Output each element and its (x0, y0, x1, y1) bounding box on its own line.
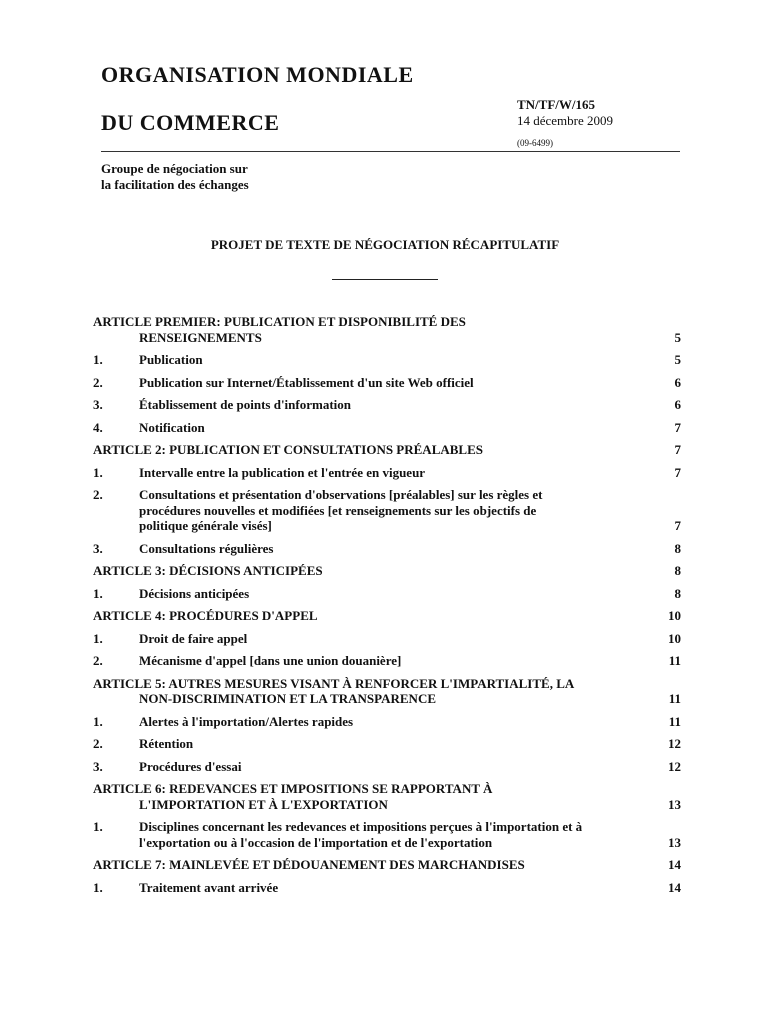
toc-entry (93, 397, 681, 413)
toc-page-number: 5 (674, 329, 681, 345)
toc-page-number: 12 (668, 758, 681, 774)
toc-entry-title (93, 487, 681, 534)
toc-entry-title-line: ARTICLE 3: DÉCISIONS ANTICIPÉES (93, 563, 323, 578)
toc-entry-title (93, 541, 681, 557)
org-line1-text: ORGANISATION MONDIALE (101, 62, 414, 87)
toc-entry-title-line: Publication sur Internet/Établissement d'un site Web officiel (139, 374, 474, 390)
toc-entry (93, 880, 681, 896)
toc-entry-title-line: procédures nouvelles et modifiées [et renseignements sur les objectifs de (139, 502, 537, 518)
toc-entry-number: 4. (93, 419, 103, 435)
toc-entry-title-line: L'IMPORTATION ET À L'EXPORTATION (139, 796, 388, 812)
toc-page-number: 13 (668, 796, 681, 812)
toc-entry-number: 3. (93, 397, 103, 412)
toc-page-number: 7 (674, 518, 681, 533)
document-title: PROJET DE TEXTE DE NÉGOCIATION RÉCAPITULATIF (210, 237, 560, 252)
toc-entry-title-line: ARTICLE 7: MAINLEVÉE ET DÉDOUANEMENT DES MARCHANDISES (93, 857, 525, 872)
toc-page-number: 10 (668, 608, 681, 623)
toc-entry (93, 541, 681, 557)
toc-entry (93, 465, 681, 481)
toc-entry-title (93, 397, 681, 413)
toc-article-heading (93, 563, 681, 579)
toc-entry-title-line: Procédures d'essai (139, 758, 242, 774)
toc-page-number: 14 (668, 879, 681, 895)
toc-article-heading (93, 608, 681, 624)
document-date: 14 décembre 2009 (517, 113, 614, 128)
toc-entry-title (93, 819, 681, 850)
toc-article-heading (93, 442, 681, 458)
toc-entry-title-line: NON-DISCRIMINATION ET LA TRANSPARENCE (139, 691, 437, 706)
toc-entry-title-line: Alertes à l'importation/Alertes rapides (139, 713, 354, 729)
toc-entry (93, 714, 681, 730)
toc-entry-number: 1. (93, 630, 103, 646)
toc-entry-title-line: Disciplines concernant les redevances et impositions perçues à l'importation et à (139, 819, 583, 834)
toc-entry-title (93, 352, 681, 368)
toc-entry-title (93, 759, 681, 775)
toc-entry-title-line: ARTICLE 5: AUTRES MESURES VISANT À RENFORCER L'IMPARTIALITÉ, LA (93, 675, 575, 691)
toc-entry (93, 375, 681, 391)
toc-entry-number: 3. (93, 540, 103, 556)
toc-article-heading (93, 781, 681, 812)
toc-entry-number: 1. (93, 879, 103, 895)
toc-page-number: 11 (668, 691, 681, 706)
toc-entry-title (93, 676, 681, 707)
job-number: (09-6499) (517, 138, 553, 148)
toc-entry-title (93, 608, 681, 624)
org-line2-text: DU COMMERCE (101, 110, 280, 135)
toc-page-number: 7 (674, 419, 681, 435)
toc-entry-title (93, 781, 681, 812)
toc-page-number: 6 (674, 374, 681, 390)
toc-entry-number: 1. (93, 819, 103, 834)
toc-page-number: 7 (674, 442, 681, 457)
toc-entry-number: 1. (93, 585, 103, 601)
toc-entry-title-line: ARTICLE 2: PUBLICATION ET CONSULTATIONS PRÉALABLES (93, 442, 483, 457)
toc-entry-title (93, 880, 681, 896)
toc-article-heading (93, 676, 681, 707)
toc-entry (93, 487, 681, 534)
toc-entry-title (93, 653, 681, 669)
toc-entry-title-line: politique générale visés] (139, 518, 272, 533)
toc-page-number: 12 (668, 736, 681, 751)
toc-entry-title-line: Consultations et présentation d'observations [préalables] sur les règles et (139, 487, 543, 502)
toc-entry-title (93, 314, 681, 345)
toc-entry-number: 1. (93, 464, 103, 480)
toc-entry-title-line: Établissement de points d'information (139, 397, 351, 412)
toc-page-number: 11 (668, 713, 681, 729)
toc-article-heading (93, 314, 681, 345)
title-underline (332, 279, 438, 280)
toc-entry (93, 653, 681, 669)
organization-name-line1 (101, 62, 414, 88)
toc-entry-number: 1. (93, 713, 103, 729)
toc-page-number: 14 (668, 857, 681, 872)
toc-entry-title-line: ARTICLE PREMIER: PUBLICATION ET DISPONIBILITÉ DES (93, 314, 466, 329)
table-of-contents (93, 314, 681, 895)
toc-entry-title (93, 714, 681, 730)
toc-entry-number: 2. (93, 374, 103, 390)
toc-entry-title (93, 465, 681, 481)
group-line1: Groupe de négociation sur (101, 161, 248, 176)
toc-entry-title (93, 857, 681, 873)
toc-entry-number: 2. (93, 653, 103, 668)
toc-entry-title-line: ARTICLE 6: REDEVANCES ET IMPOSITIONS SE RAPPORTANT À (93, 781, 493, 796)
group-line2: la facilitation des échanges (101, 177, 249, 192)
toc-entry-title-line: Publication (139, 352, 203, 367)
toc-page-number: 11 (668, 653, 681, 668)
toc-entry-title-line: Intervalle entre la publication et l'entrée en vigueur (139, 464, 426, 480)
toc-entry-title (93, 442, 681, 458)
organization-name-line2 (101, 110, 279, 136)
header-divider (101, 151, 680, 152)
toc-page-number: 7 (674, 464, 681, 480)
toc-entry (93, 352, 681, 368)
toc-entry (93, 631, 681, 647)
toc-page-number: 6 (674, 397, 681, 412)
toc-page-number: 8 (674, 585, 681, 601)
toc-entry-title (93, 586, 681, 602)
document-reference (517, 97, 613, 151)
toc-entry (93, 736, 681, 752)
toc-entry-number: 1. (93, 352, 103, 367)
toc-entry (93, 420, 681, 436)
toc-entry-number: 2. (93, 736, 103, 751)
toc-entry-title-line: ARTICLE 4: PROCÉDURES D'APPEL (93, 608, 318, 623)
toc-entry (93, 759, 681, 775)
negotiating-group (101, 161, 249, 193)
toc-page-number: 13 (668, 834, 681, 850)
toc-entry-title-line: Décisions anticipées (139, 585, 250, 601)
toc-entry-title-line: Droit de faire appel (139, 630, 248, 646)
document-symbol: TN/TF/W/165 (517, 97, 596, 112)
toc-entry-title-line: Rétention (139, 736, 194, 751)
toc-entry-title-line: RENSEIGNEMENTS (139, 329, 262, 345)
toc-entry-number: 2. (93, 487, 103, 502)
toc-entry-number: 3. (93, 758, 103, 774)
toc-entry-title-line: Traitement avant arrivée (139, 879, 279, 895)
toc-page-number: 8 (674, 540, 681, 556)
toc-page-number: 10 (668, 630, 681, 646)
toc-entry-title (93, 375, 681, 391)
toc-page-number: 5 (674, 352, 681, 367)
toc-page-number: 8 (674, 563, 681, 578)
toc-article-heading (93, 857, 681, 873)
toc-entry-title-line: l'exportation ou à l'occasion de l'importation et de l'exportation (139, 834, 493, 850)
toc-entry-title-line: Mécanisme d'appel [dans une union douanière] (139, 653, 402, 668)
toc-entry-title (93, 736, 681, 752)
toc-entry-title (93, 420, 681, 436)
toc-entry (93, 586, 681, 602)
toc-entry-title-line: Notification (139, 419, 205, 435)
toc-entry-title-line: Consultations régulières (139, 540, 274, 556)
toc-entry-title (93, 563, 681, 579)
toc-entry (93, 819, 681, 850)
toc-entry-title (93, 631, 681, 647)
